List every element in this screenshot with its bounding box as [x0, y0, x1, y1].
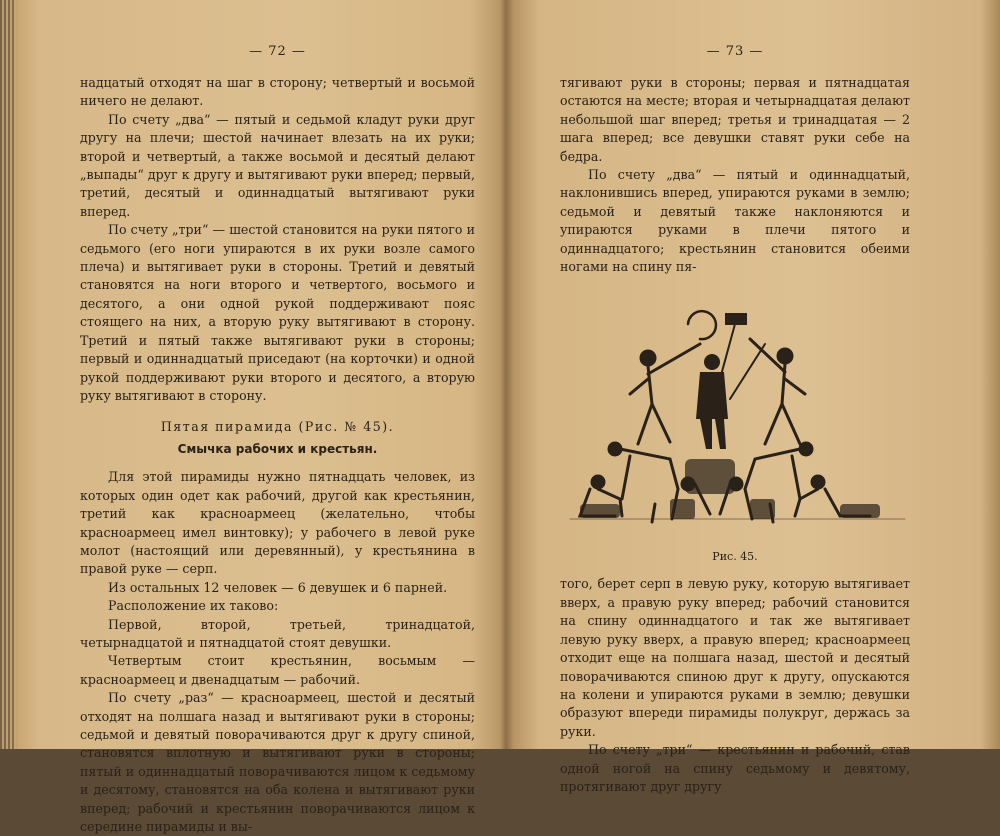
- page-number-right: — 73 —: [706, 44, 764, 59]
- section-subtitle: Смычка рабочих и крестьян.: [177, 442, 378, 457]
- paragraph: По счету „три“ — крестьянин и рабочий, став одной ногой на спину седьмому и девятому, протягивают друг другу: [560, 742, 910, 794]
- rifle: [730, 344, 765, 399]
- paragraph: Для этой пирамиды нужно пятнадцать человек, из которых один одет как рабочий, другой как крестьянин, третий как красноармеец (желательно, чтобы красноармеец имел винтовку); у рабочего в левой руке молот (настоящий или деревянный), у крестьянина в правой руке — серп.: [80, 469, 475, 577]
- left-page: [80, 0, 475, 835]
- pyramid-drawing: [560, 284, 910, 544]
- left-text-top: [80, 74, 475, 405]
- section-title: Пятая пирамида (Рис. № 45).: [160, 419, 395, 435]
- right-text-top: [560, 74, 910, 276]
- paragraph: Из остальных 12 человек — 6 девушек и 6 парней.: [108, 579, 448, 595]
- pyramid-illustration: [560, 284, 910, 544]
- hammer-handle: [720, 324, 735, 379]
- paragraph: Расположение их таково:: [108, 598, 279, 614]
- worker-figure: [630, 344, 700, 444]
- paragraph: По счету „раз“ — красноармеец, шестой и десятый отходят на полшага назад и вытягивают руки в стороны; седьмой и девятый поворачиваются друг к другу спиной, становятся вплотную и вытягивают руки в стороны; пятый и одиннадцатый поворачиваются лицом к седьмому и десятому, становятся на оба колена и вытягивают руки вперед; рабочий и крестьянин поворачиваются лицом к середине пирамиды и вы-: [80, 690, 475, 835]
- paragraph: По счету „два“ — пятый и седьмой кладут руки друг другу на плечи; шестой начинает влезать на их руки; второй и четвертый, а также восьмой и десятый делают „выпады“ друг к другу и вытягивают руки вперед; первый, третий, десятый и одиннадцатый вытягивают руки вперед.: [80, 111, 475, 219]
- paragraph: По счету „три“ — шестой становится на руки пятого и седьмого (его ноги упираются в их руки возле самого плеча) и вытягивает руки в стороны. Третий и девятый становятся на ноги второго и четвертого, восьмого и десятого, а они одной рукой поддерживают пояс стоящего на них, а вторую руку вытягивают в сторону. Третий и пятый также вытягивают руки в стороны; первый и одиннадцатый приседают (на корточки) и одной рукой поддерживают руки второго и десятого, а вторую руку вытягивают в сторону.: [80, 222, 475, 403]
- right-page: [560, 0, 910, 794]
- page-edges: [0, 0, 16, 749]
- sickle: [688, 312, 716, 340]
- paragraph: надцатый отходят на шаг в сторону; четвертый и восьмой ничего не делают.: [80, 75, 475, 109]
- figure-caption: Рис. 45.: [712, 550, 758, 564]
- right-text-bottom: [560, 575, 910, 796]
- paragraph: Первой, второй, третьей, тринадцатой, четырнадцатой и пятнадцатой стоят девушки.: [80, 616, 475, 650]
- paragraph: По счету „два“ — пятый и одиннадцатый, наклонившись вперед, упираются руками в землю; седьмой и девятый также наклоняются и упираются руками в плечи пятого и одиннадцатого; крестьянин становится обеими ногами на спину пя-: [560, 167, 910, 275]
- page-number-left: — 72 —: [249, 44, 306, 59]
- paragraph: тягивают руки в стороны; первая и пятнадцатая остаются на месте; вторая и четырнадцатая делают небольшой шаг вперед; третья и тринадцатая — 2 шага вперед; все девушки ставят руки себе на бедра.: [560, 75, 910, 164]
- hammer-head: [726, 314, 746, 324]
- paragraph: Четвертым стоит крестьянин, восьмым — красноармеец и двенадцатым — рабочий.: [80, 653, 475, 687]
- paragraph: того, берет серп в левую руку, которую вытягивает вверх, а правую руку вперед; рабочий становится на спину одиннадцатого и так же вытягивает левую руку вверх, а правую вперед; красноармеец отходит еще на полшага назад, шестой и десятый поворачиваются спиною друг к другу, опускаются на колени и упираются руками в землю; девушки образуют впереди пирамиды полукруг, держась за руки.: [560, 576, 910, 739]
- left-text-bottom: [80, 468, 475, 836]
